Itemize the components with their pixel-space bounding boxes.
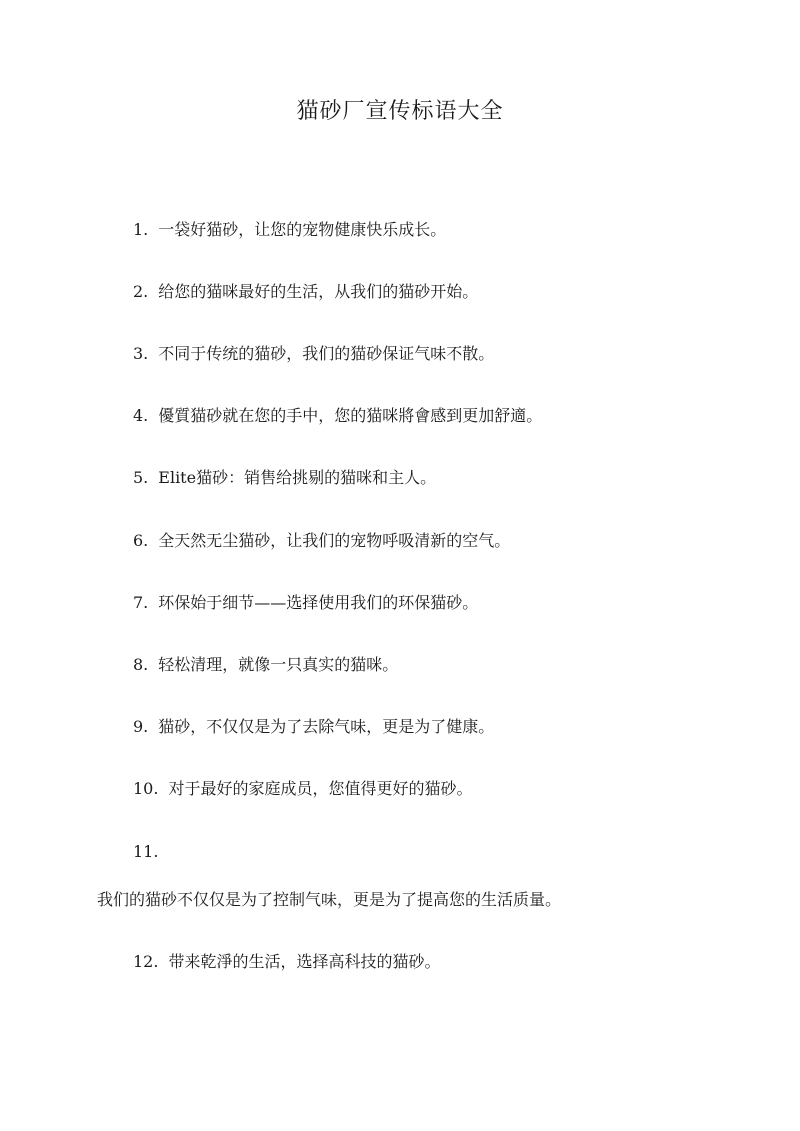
list-item-text: 全天然无尘猫砂，让我们的宠物呼吸清新的空气。 [158,531,511,550]
list-item-number: 5. [133,468,149,487]
list-item [133,716,494,738]
list-item-text: 優質猫砂就在您的手中，您的猫咪將會感到更加舒適。 [158,406,543,425]
list-item-number: 8. [133,655,149,674]
list-item [133,592,478,614]
list-item-number: 3. [133,344,149,363]
list-item-number: 9. [133,717,149,736]
list-item-text: 猫砂，不仅仅是为了去除气味，更是为了健康。 [158,717,495,736]
list-item-text: 带来乾淨的生活，选择高科技的猫砂。 [168,952,441,971]
list-item-number: 12. [133,952,159,971]
list-item-text: 不同于传统的猫砂，我们的猫砂保证气味不散。 [158,344,495,363]
list-item [133,951,440,973]
list-item [133,530,510,552]
list-item-text: 轻松清理，就像一只真实的猫咪。 [158,655,399,674]
list-item-number: 6. [133,531,149,550]
list-item-text: 给您的猫咪最好的生活，从我们的猫砂开始。 [158,282,479,301]
list-item [133,467,436,489]
list-item-number: 1. [133,220,149,239]
document-title: 猫砂厂宣传标语大全 [296,99,504,124]
list-item-text: Elite猫砂：销售给挑剔的猫咪和主人。 [158,468,437,487]
list-item [133,778,472,800]
list-item [133,654,398,676]
list-item-wrapped-text [97,889,561,911]
list-item [133,405,542,427]
list-item [133,343,494,365]
list-item-text: 对于最好的家庭成员，您值得更好的猫砂。 [168,779,473,798]
list-item-text: 环保始于细节——选择使用我们的环保猫砂。 [158,593,479,612]
list-item [133,219,446,241]
list-item [133,281,478,303]
list-item-number-only [133,841,158,863]
list-item-number: 4. [133,406,149,425]
list-item-number: 2. [133,282,149,301]
list-item-text: 一袋好猫砂，让您的宠物健康快乐成长。 [158,220,447,239]
list-item-number: 11. [133,842,159,861]
list-item-number: 10. [133,779,159,798]
list-item-text: 我们的猫砂不仅仅是为了控制气味，更是为了提高您的生活质量。 [97,890,562,909]
list-item-number: 7. [133,593,149,612]
